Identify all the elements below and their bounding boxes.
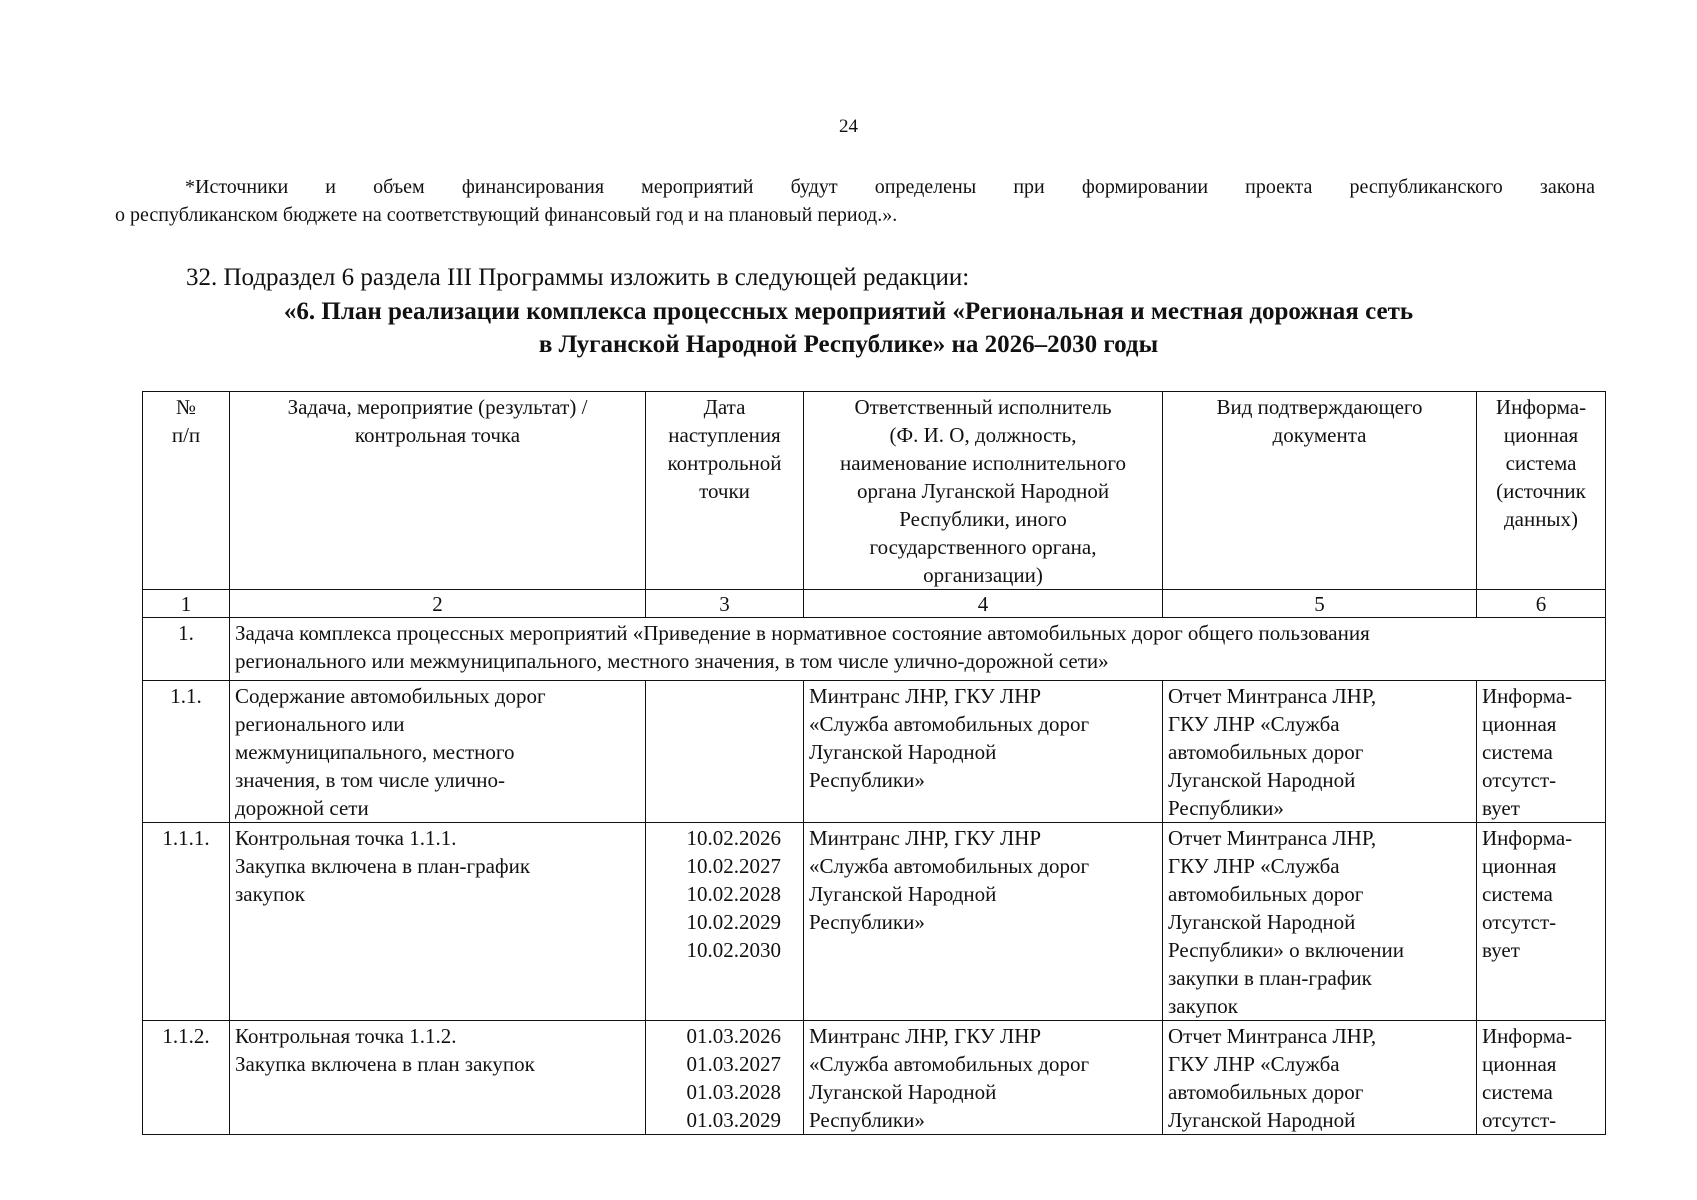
column-number: 4 xyxy=(804,590,1163,618)
text-line: точки xyxy=(699,479,750,503)
text-line: (источник xyxy=(1496,479,1586,503)
text-line: Республики» xyxy=(809,1108,925,1132)
text-line: система xyxy=(1482,882,1553,906)
text-line: Республики» о включении xyxy=(1168,938,1404,962)
header-num xyxy=(143,392,230,590)
column-number-row xyxy=(143,590,1606,618)
row-info-system xyxy=(1477,1021,1606,1135)
row-info-system xyxy=(1477,823,1606,1021)
text-line: Луганской Народной xyxy=(809,1080,997,1104)
plan-title-line-2: в Луганской Народной Республике» на 2026–2030 годы xyxy=(538,331,1159,358)
task-row-text xyxy=(230,618,1606,681)
plan-title-line-1: «6. План реализации комплекса процессных мероприятий «Региональная и местная дорожная сеть xyxy=(283,298,1414,325)
table-row xyxy=(143,823,1606,1021)
task-row xyxy=(143,618,1606,681)
text-line: межмуниципального, местного xyxy=(235,740,515,764)
control-date: 01.03.2028 xyxy=(686,1080,781,1104)
text-line: отсутст- xyxy=(1482,910,1557,934)
text-line: п/п xyxy=(171,423,201,447)
plan-title xyxy=(0,295,1697,361)
text-line: Республики, иного xyxy=(899,507,1067,531)
text-line: Задача комплекса процессных мероприятий «Приведение в нормативное состояние автомобильных дорог общего пользования xyxy=(235,621,1370,645)
row-dates xyxy=(646,823,804,1021)
row-executor xyxy=(804,681,1163,823)
header-info xyxy=(1477,392,1606,590)
text-line: закупки в план-график xyxy=(1168,966,1372,990)
text-line: регионального или межмуниципального, местного значения, в том числе улично-дорожной сети» xyxy=(235,649,1109,673)
text-line: Вид подтверждающего xyxy=(1216,395,1423,419)
text-line: ГКУ ЛНР «Служба xyxy=(1168,1052,1340,1076)
text-line: «Служба автомобильных дорог xyxy=(809,854,1090,878)
footnote-line-2: о республиканском бюджете на соответствующий финансовый год и на плановый период.». xyxy=(115,204,898,226)
text-line: Отчет Минтранса ЛНР, xyxy=(1168,684,1377,708)
control-date: 10.02.2029 xyxy=(686,910,781,934)
text-line: ГКУ ЛНР «Служба xyxy=(1168,712,1340,736)
header-row xyxy=(143,392,1606,590)
footnote-line-1: *Источники и объем финансирования мероприятий будут определены при формировании проекта республиканского закона xyxy=(185,176,1595,198)
text-line: закупок xyxy=(1168,994,1238,1018)
text-line: органа Луганской Народной xyxy=(856,479,1110,503)
row-document xyxy=(1163,823,1477,1021)
text-line: автомобильных дорог xyxy=(1168,1080,1364,1104)
table-row xyxy=(143,681,1606,823)
text-line: данных) xyxy=(1503,507,1579,531)
text-line: закупок xyxy=(235,882,305,906)
text-line: Задача, мероприятие (результат) / xyxy=(287,395,588,419)
text-line: организации) xyxy=(923,563,1043,587)
text-line: Отчет Минтранса ЛНР, xyxy=(1168,826,1377,850)
text-line: Республики» xyxy=(809,910,925,934)
row-document xyxy=(1163,681,1477,823)
text-line: Информа- xyxy=(1482,1024,1573,1048)
text-line: система xyxy=(1482,740,1553,764)
text-line: Информа- xyxy=(1482,684,1573,708)
text-line: «Служба автомобильных дорог xyxy=(809,1052,1090,1076)
row-task xyxy=(230,681,646,823)
text-line: Минтранс ЛНР, ГКУ ЛНР xyxy=(809,684,1042,708)
text-line: контрольная точка xyxy=(354,423,521,447)
row-number: 1.1. xyxy=(143,681,230,823)
text-line: Луганской Народной xyxy=(809,740,997,764)
control-date: 01.03.2027 xyxy=(686,1052,781,1076)
text-line: значения, в том числе улично- xyxy=(235,768,505,792)
text-line: отсутст- xyxy=(1482,1108,1557,1132)
task-row-number: 1. xyxy=(143,618,230,681)
text-line: Информа- xyxy=(1495,395,1587,419)
control-date: 10.02.2026 xyxy=(686,826,781,850)
text-line: отсутст- xyxy=(1482,768,1557,792)
text-line: Луганской Народной xyxy=(1168,1108,1356,1132)
control-date: 10.02.2028 xyxy=(686,882,781,906)
text-line: Контрольная точка 1.1.2. xyxy=(235,1024,457,1048)
text-line: регионального или xyxy=(235,712,405,736)
text-line: автомобильных дорог xyxy=(1168,740,1364,764)
row-executor xyxy=(804,823,1163,1021)
table-row xyxy=(143,1021,1606,1135)
text-line: Республики» xyxy=(1168,796,1284,820)
text-line: ционная xyxy=(1482,1052,1557,1076)
column-number: 5 xyxy=(1163,590,1477,618)
text-line: контрольной xyxy=(667,451,782,475)
text-line: Республики» xyxy=(809,768,925,792)
row-info-system xyxy=(1477,681,1606,823)
text-line: вует xyxy=(1482,938,1520,962)
page-number: 24 xyxy=(839,116,858,137)
text-line: система xyxy=(1505,451,1577,475)
row-number: 1.1.1. xyxy=(143,823,230,1021)
header-task xyxy=(230,392,646,590)
text-line: Дата xyxy=(703,395,746,419)
text-line: Закупка включена в план-график xyxy=(235,854,531,878)
text-line: Контрольная точка 1.1.1. xyxy=(235,826,457,850)
header-doc xyxy=(1163,392,1477,590)
text-line: система xyxy=(1482,1080,1553,1104)
row-number: 1.1.2. xyxy=(143,1021,230,1135)
row-task xyxy=(230,1021,646,1135)
header-date xyxy=(646,392,804,590)
text-line: ГКУ ЛНР «Служба xyxy=(1168,854,1340,878)
text-line: государственного органа, xyxy=(869,535,1097,559)
text-line: Закупка включена в план закупок xyxy=(235,1052,535,1076)
text-line: Луганской Народной xyxy=(1168,910,1356,934)
column-number: 1 xyxy=(143,590,230,618)
row-dates xyxy=(646,1021,804,1135)
text-line: Содержание автомобильных дорог xyxy=(235,684,546,708)
row-dates xyxy=(646,681,804,823)
header-executor xyxy=(804,392,1163,590)
row-document xyxy=(1163,1021,1477,1135)
control-date: 01.03.2029 xyxy=(686,1108,781,1132)
text-line: вует xyxy=(1482,796,1520,820)
row-task xyxy=(230,823,646,1021)
column-number: 3 xyxy=(646,590,804,618)
footnote xyxy=(115,173,1595,229)
text-line: Отчет Минтранса ЛНР, xyxy=(1168,1024,1377,1048)
text-line: ционная xyxy=(1482,854,1557,878)
control-date: 10.02.2030 xyxy=(686,938,781,962)
text-line: ционная xyxy=(1503,423,1579,447)
text-line: наименование исполнительного xyxy=(839,451,1126,475)
text-line: Ответственный исполнитель xyxy=(854,395,1112,419)
text-line: Информа- xyxy=(1482,826,1573,850)
column-number: 2 xyxy=(230,590,646,618)
plan-table xyxy=(142,391,1606,1135)
text-line: дорожной сети xyxy=(235,796,369,820)
control-date: 01.03.2026 xyxy=(686,1024,781,1048)
text-line: (Ф. И. О, должность, xyxy=(889,423,1077,447)
control-date: 10.02.2027 xyxy=(686,854,781,878)
text-line: Луганской Народной xyxy=(809,882,997,906)
text-line: Луганской Народной xyxy=(1168,768,1356,792)
text-line: «Служба автомобильных дорог xyxy=(809,712,1090,736)
section-heading: 32. Подраздел 6 раздела III Программы изложить в следующей редакции: xyxy=(186,264,970,291)
text-line: документа xyxy=(1272,423,1367,447)
row-executor xyxy=(804,1021,1163,1135)
text-line: наступления xyxy=(668,423,781,447)
text-line: Минтранс ЛНР, ГКУ ЛНР xyxy=(809,826,1042,850)
text-line: ционная xyxy=(1482,712,1557,736)
column-number: 6 xyxy=(1477,590,1606,618)
text-line: № xyxy=(175,395,197,419)
text-line: Минтранс ЛНР, ГКУ ЛНР xyxy=(809,1024,1042,1048)
text-line: автомобильных дорог xyxy=(1168,882,1364,906)
